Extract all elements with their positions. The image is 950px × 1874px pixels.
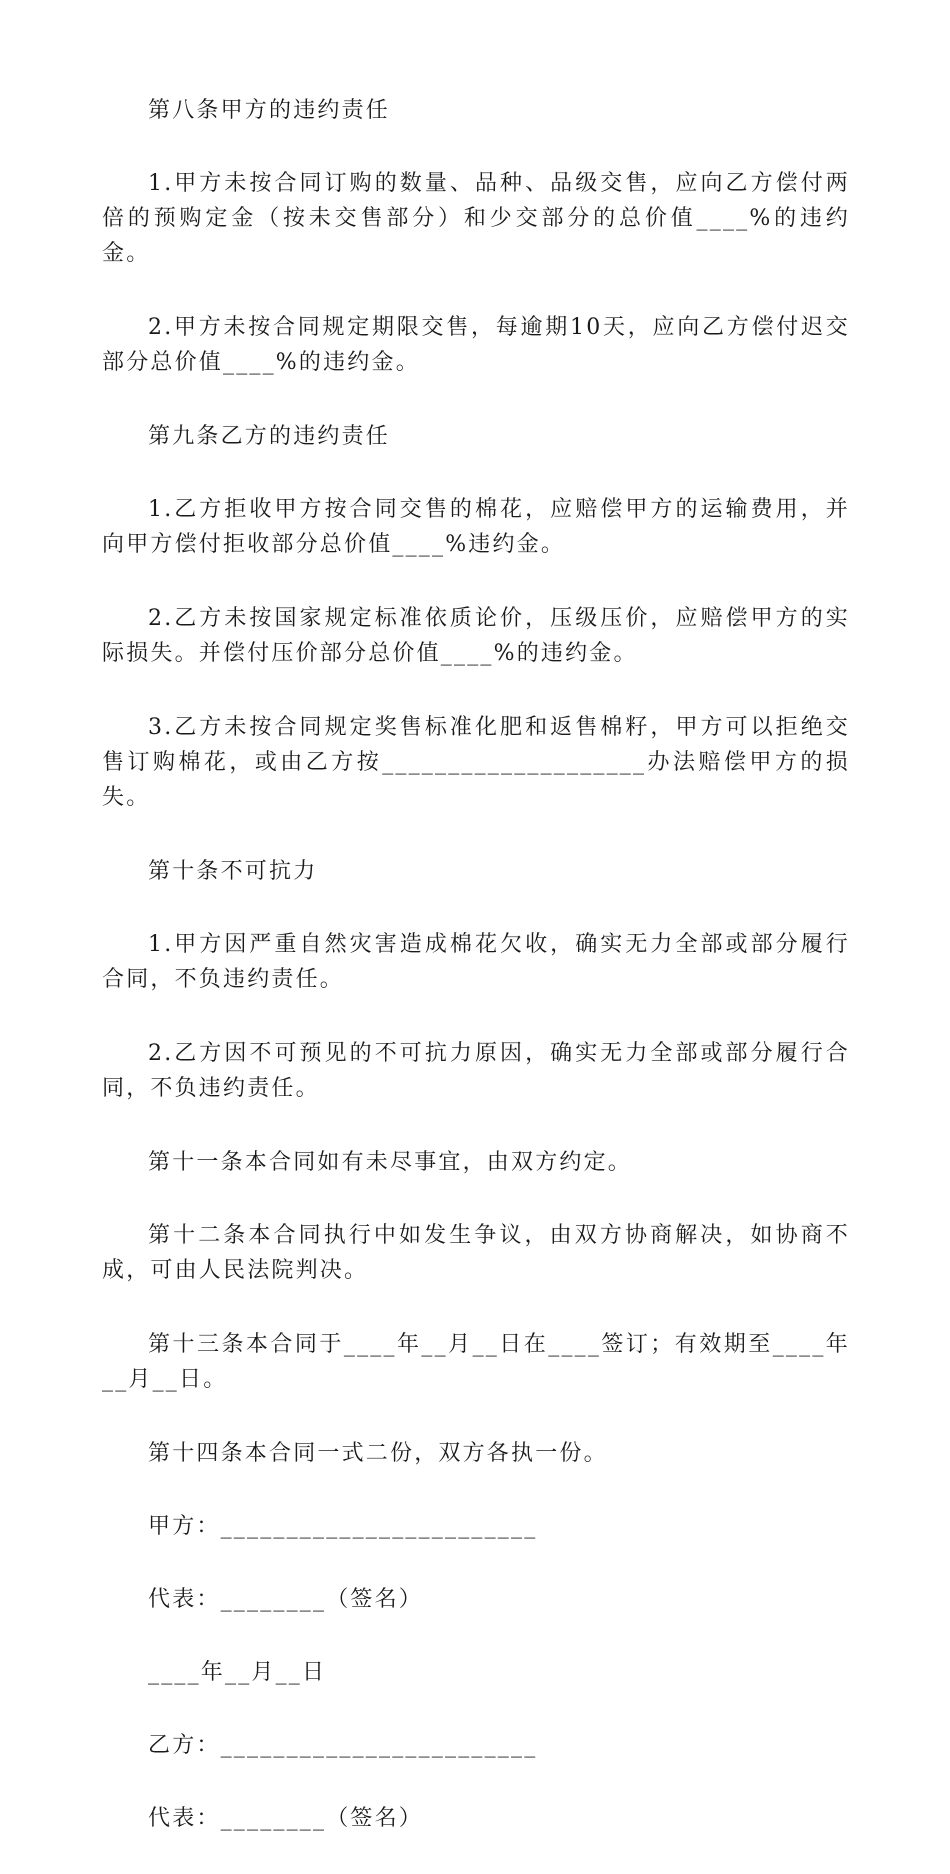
party-a-representative-line: 代表：________（签名） <box>148 1587 424 1612</box>
article-14: 第十四条本合同一式二份，双方各执一份。 <box>148 1441 608 1466</box>
article-13: 第十三条本合同于____年__月__日在____签订；有效期至____年__月__日。 <box>102 1332 850 1392</box>
article-8-clause-2: 2.甲方未按合同规定期限交售，每逾期10天，应向乙方偿付迟交部分总价值____%的违约金。 <box>102 315 850 375</box>
party-a-signature-line: 甲方：________________________ <box>148 1514 538 1539</box>
article-10-title: 第十条不可抗力 <box>148 859 318 884</box>
party-b-representative-line: 代表：________（签名） <box>148 1806 424 1831</box>
party-b-signature-line: 乙方：________________________ <box>148 1733 538 1758</box>
article-8-title: 第八条甲方的违约责任 <box>148 98 391 123</box>
article-8-clause-1: 1.甲方未按合同订购的数量、品种、品级交售，应向乙方偿付两倍的预购定金（按未交售部分）和少交部分的总价值____%的违约金。 <box>102 171 850 266</box>
party-a-date-line: ____年__月__日 <box>148 1660 327 1685</box>
article-9-clause-3: 3.乙方未按合同规定奖售标准化肥和返售棉籽，甲方可以拒绝交售订购棉花，或由乙方按____________________办法赔偿甲方的损失。 <box>102 715 850 810</box>
article-10-clause-2: 2.乙方因不可预见的不可抗力原因，确实无力全部或部分履行合同，不负违约责任。 <box>102 1041 850 1101</box>
contract-page <box>102 93 850 1874</box>
article-11: 第十一条本合同如有未尽事宜，由双方约定。 <box>148 1150 633 1175</box>
article-9-title: 第九条乙方的违约责任 <box>148 424 391 449</box>
article-9-clause-1: 1.乙方拒收甲方按合同交售的棉花，应赔偿甲方的运输费用，并向甲方偿付拒收部分总价值____%违约金。 <box>102 497 850 557</box>
article-12: 第十二条本合同执行中如发生争议，由双方协商解决，如协商不成，可由人民法院判决。 <box>102 1223 850 1283</box>
article-10-clause-1: 1.甲方因严重自然灾害造成棉花欠收，确实无力全部或部分履行合同，不负违约责任。 <box>102 932 850 992</box>
article-9-clause-2: 2.乙方未按国家规定标准依质论价，压级压价，应赔偿甲方的实际损失。并偿付压价部分总价值____%的违约金。 <box>102 606 850 666</box>
